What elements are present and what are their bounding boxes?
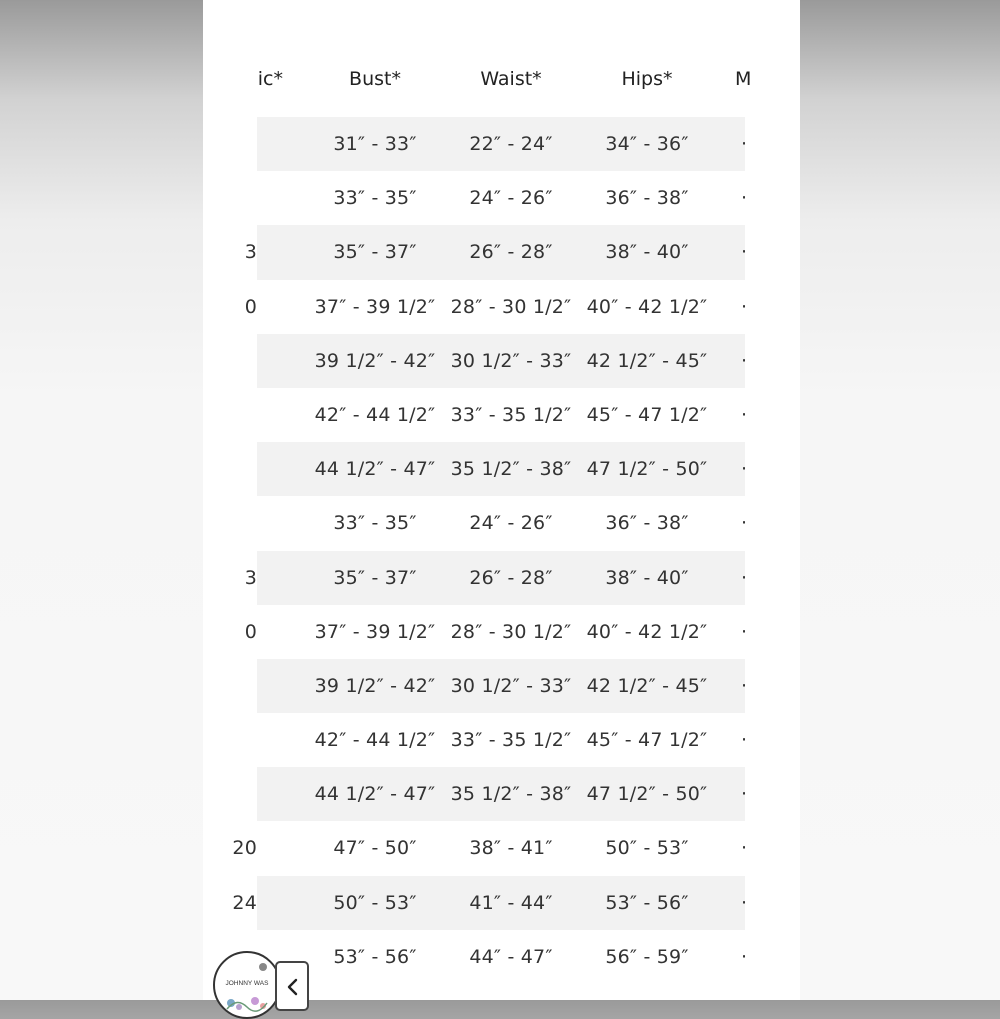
cell-hips: 34″ - 36″ bbox=[605, 133, 689, 155]
cell-hips: 38″ - 40″ bbox=[605, 566, 689, 589]
cell-right-partial: · bbox=[741, 403, 748, 426]
cell-bust: 47″ - 50″ bbox=[333, 837, 417, 860]
cell-right-partial: · bbox=[741, 674, 748, 697]
size-chart-screen bbox=[203, 0, 800, 1000]
cell-hips: 50″ - 53″ bbox=[605, 837, 689, 860]
cell-left-partial: 0 bbox=[244, 620, 257, 643]
cell-right-partial: · bbox=[741, 295, 748, 318]
table-row bbox=[203, 388, 800, 442]
cell-left-partial bbox=[203, 659, 257, 713]
cell-hips: 40″ - 42 1/2″ bbox=[586, 620, 708, 643]
cell-left-partial bbox=[203, 496, 257, 550]
header-bust: Bust* bbox=[349, 68, 401, 90]
cell-right-partial: · bbox=[741, 620, 748, 643]
cell-waist: 35 1/2″ - 38″ bbox=[450, 783, 572, 806]
cell-bust: 44 1/2″ - 47″ bbox=[314, 458, 436, 481]
cell-left-partial bbox=[203, 117, 257, 171]
cell-waist: 41″ - 44″ bbox=[469, 891, 553, 914]
cell-bust: 33″ - 35″ bbox=[333, 187, 417, 210]
floral-logo-icon bbox=[221, 989, 275, 1015]
header-right-partial: M bbox=[735, 68, 752, 90]
table-row bbox=[203, 280, 800, 334]
cell-waist: 44″ - 47″ bbox=[469, 945, 553, 968]
cell-waist: 30 1/2″ - 33″ bbox=[450, 674, 572, 697]
table-row bbox=[203, 713, 800, 767]
cell-waist: 24″ - 26″ bbox=[469, 512, 553, 535]
badge-dot bbox=[259, 963, 267, 971]
chevron-left-icon bbox=[286, 978, 300, 996]
cell-right-partial: · bbox=[741, 566, 748, 589]
cell-hips: 42 1/2″ - 45″ bbox=[586, 349, 708, 372]
cell-hips: 38″ - 40″ bbox=[605, 241, 689, 264]
cell-waist: 24″ - 26″ bbox=[469, 187, 553, 210]
cell-right-partial: · bbox=[741, 729, 748, 752]
cell-waist: 30 1/2″ - 33″ bbox=[450, 349, 572, 372]
table-header bbox=[203, 50, 800, 108]
cell-bust: 37″ - 39 1/2″ bbox=[314, 620, 436, 643]
table-row bbox=[203, 171, 800, 225]
cell-left-partial: 20 bbox=[232, 837, 257, 860]
table-row bbox=[203, 821, 800, 875]
cell-left-partial bbox=[203, 388, 257, 442]
cell-left-partial: 3 bbox=[244, 566, 257, 589]
cell-left-partial: 3 bbox=[244, 241, 257, 264]
cell-left-partial: 24 bbox=[232, 891, 257, 914]
cell-waist: 33″ - 35 1/2″ bbox=[450, 403, 572, 426]
cell-left-partial bbox=[203, 767, 257, 821]
header-waist: Waist* bbox=[480, 68, 542, 90]
table-row bbox=[203, 551, 800, 605]
table-row bbox=[203, 876, 800, 930]
back-button[interactable] bbox=[275, 961, 309, 1011]
cell-hips: 45″ - 47 1/2″ bbox=[586, 403, 708, 426]
table-row bbox=[203, 496, 800, 550]
cell-bust: 31″ - 33″ bbox=[333, 133, 417, 155]
brand-badge[interactable] bbox=[213, 951, 281, 1019]
cell-hips: 47 1/2″ - 50″ bbox=[586, 783, 708, 806]
header-left-partial: ic* bbox=[257, 68, 283, 90]
cell-waist: 35 1/2″ - 38″ bbox=[450, 458, 572, 481]
cell-left-partial bbox=[203, 442, 257, 496]
cell-left-partial bbox=[203, 171, 257, 225]
cell-right-partial: · bbox=[741, 945, 748, 968]
cell-right-partial: · bbox=[741, 783, 748, 806]
cell-waist: 38″ - 41″ bbox=[469, 837, 553, 860]
cell-left-partial bbox=[203, 334, 257, 388]
table-row bbox=[203, 659, 800, 713]
cell-bust: 50″ - 53″ bbox=[333, 891, 417, 914]
cell-bust: 53″ - 56″ bbox=[333, 945, 417, 968]
cell-bust: 44 1/2″ - 47″ bbox=[314, 783, 436, 806]
table-row bbox=[203, 605, 800, 659]
table-row bbox=[203, 767, 800, 821]
cell-right-partial: · bbox=[741, 133, 748, 155]
cell-bust: 33″ - 35″ bbox=[333, 512, 417, 535]
cell-bust: 42″ - 44 1/2″ bbox=[314, 729, 436, 752]
cell-right-partial: · bbox=[741, 458, 748, 481]
cell-waist: 28″ - 30 1/2″ bbox=[450, 295, 572, 318]
cell-waist: 33″ - 35 1/2″ bbox=[450, 729, 572, 752]
table-row bbox=[203, 117, 800, 171]
cell-right-partial: · bbox=[741, 512, 748, 535]
cell-waist: 26″ - 28″ bbox=[469, 241, 553, 264]
size-table-body bbox=[203, 117, 800, 984]
table-row bbox=[203, 225, 800, 279]
cell-hips: 45″ - 47 1/2″ bbox=[586, 729, 708, 752]
cell-waist: 28″ - 30 1/2″ bbox=[450, 620, 572, 643]
cell-left-partial: 0 bbox=[244, 295, 257, 318]
table-row bbox=[203, 442, 800, 496]
cell-bust: 42″ - 44 1/2″ bbox=[314, 403, 436, 426]
table-row bbox=[203, 334, 800, 388]
cell-hips: 53″ - 56″ bbox=[605, 891, 689, 914]
header-hips: Hips* bbox=[621, 68, 673, 90]
cell-right-partial: · bbox=[741, 891, 748, 914]
cell-hips: 36″ - 38″ bbox=[605, 512, 689, 535]
cell-right-partial: · bbox=[741, 837, 748, 860]
cell-waist: 26″ - 28″ bbox=[469, 566, 553, 589]
cell-hips: 36″ - 38″ bbox=[605, 187, 689, 210]
cell-left-partial bbox=[203, 713, 257, 767]
cell-hips: 42 1/2″ - 45″ bbox=[586, 674, 708, 697]
cell-right-partial: · bbox=[741, 349, 748, 372]
cell-bust: 39 1/2″ - 42″ bbox=[314, 349, 436, 372]
badge-brand-text: JOHNNY WAS bbox=[225, 980, 269, 987]
cell-bust: 35″ - 37″ bbox=[333, 566, 417, 589]
cell-waist: 22″ - 24″ bbox=[469, 133, 553, 155]
cell-bust: 37″ - 39 1/2″ bbox=[314, 295, 436, 318]
cell-hips: 47 1/2″ - 50″ bbox=[586, 458, 708, 481]
cell-right-partial: · bbox=[741, 187, 748, 210]
cell-bust: 35″ - 37″ bbox=[333, 241, 417, 264]
cell-hips: 40″ - 42 1/2″ bbox=[586, 295, 708, 318]
cell-bust: 39 1/2″ - 42″ bbox=[314, 674, 436, 697]
cell-right-partial: · bbox=[741, 241, 748, 264]
cell-hips: 56″ - 59″ bbox=[605, 945, 689, 968]
